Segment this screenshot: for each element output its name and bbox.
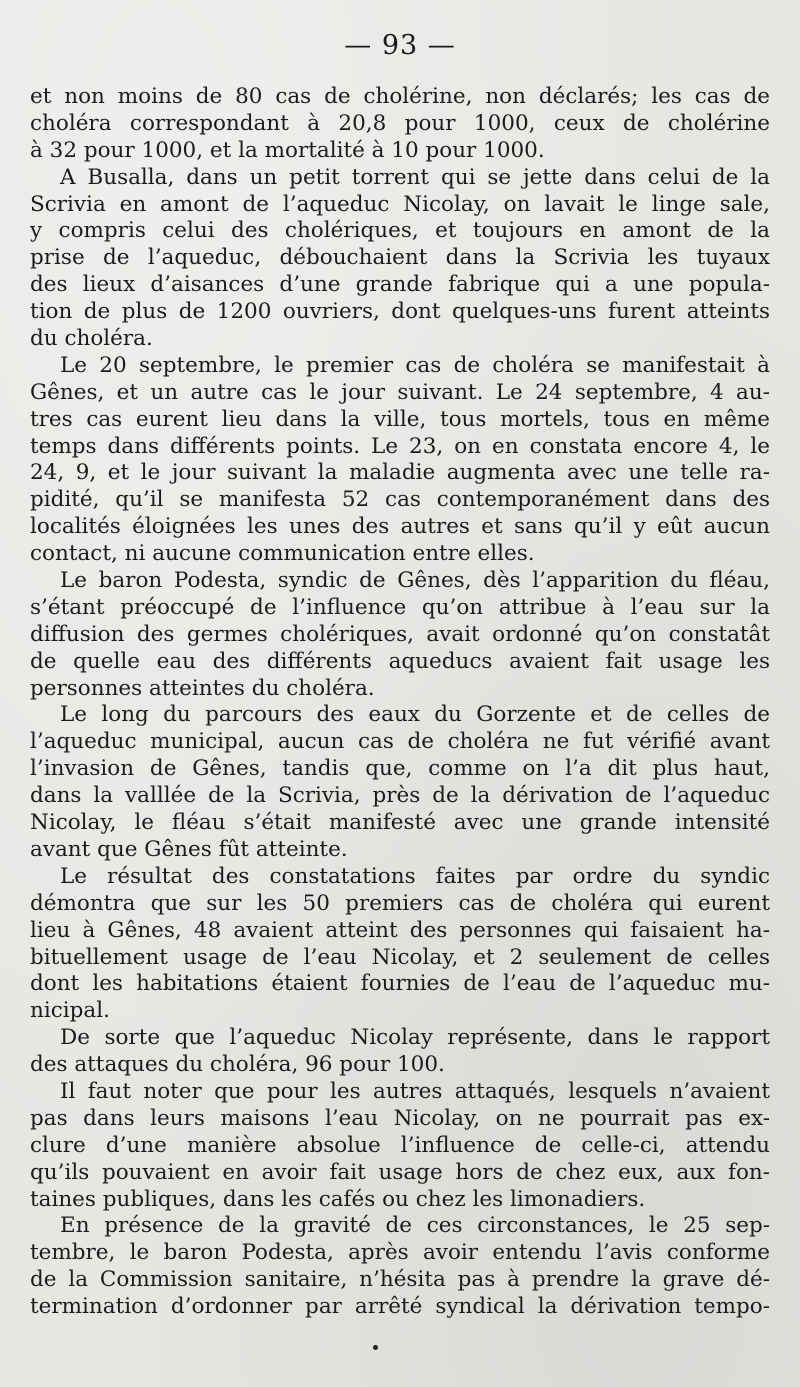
text-line: y compris celui des cholériques, et toujours en amont de la <box>30 218 770 244</box>
text-line: choléra correspondant à 20,8 pour 1000, ceux de cholérine <box>30 110 770 136</box>
text-line: de quelle eau des différents aqueducs avaient fait usage les <box>30 648 770 674</box>
text-line: s’étant préoccupé de l’influence qu’on attribue à l’eau sur la <box>30 594 770 620</box>
text-line: Le baron Podesta, syndic de Gênes, dès l’apparition du fléau, <box>60 568 770 594</box>
text-line: temps dans différents points. Le 23, on en constata encore 4, le <box>30 433 770 459</box>
text-line: pidité, qu’il se manifesta 52 cas contemporanément dans des <box>30 487 770 513</box>
text-line: personnes atteintes du choléra. <box>30 675 375 701</box>
text-line: tres cas eurent lieu dans la ville, tous mortels, tous en même <box>30 406 770 432</box>
text-line: localités éloignées les unes des autres et sans qu’il y eût aucun <box>30 514 770 540</box>
text-line: A Busalla, dans un petit torrent qui se jette dans celui de la <box>60 164 770 190</box>
text-line: l’aqueduc municipal, aucun cas de choléra ne fut vérifié avant <box>30 729 770 755</box>
text-line: contact, ni aucune communication entre elles. <box>30 541 535 567</box>
text-line: dans la valllée de la Scrivia, près de la dérivation de l’aqueduc <box>30 783 770 809</box>
page-number: — 93 — <box>344 30 456 61</box>
text-line: pas dans leurs maisons l’eau Nicolay, on ne pourrait pas ex- <box>30 1105 770 1131</box>
ink-speck <box>373 1345 378 1350</box>
text-line: clure d’une manière absolue l’influence de celle-ci, attendu <box>30 1132 770 1158</box>
text-line: termination d’ordonner par arrêté syndical la dérivation tempo- <box>30 1294 770 1320</box>
text-line: Gênes, et un autre cas le jour suivant. Le 24 septembre, 4 au- <box>30 379 770 405</box>
text-line: taines publiques, dans les cafés ou chez les limonadiers. <box>30 1186 646 1212</box>
text-line: De sorte que l’aqueduc Nicolay représente, dans le rapport <box>60 1025 770 1051</box>
text-line: Le long du parcours des eaux du Gorzente et de celles de <box>60 702 770 728</box>
text-line: qu’ils pouvaient en avoir fait usage hors de chez eux, aux fon- <box>30 1159 770 1185</box>
text-line: du choléra. <box>30 326 153 352</box>
text-line: tembre, le baron Podesta, après avoir entendu l’avis conforme <box>30 1240 770 1266</box>
text-line: prise de l’aqueduc, débouchaient dans la Scrivia les tuyaux <box>30 245 770 271</box>
text-line: 24, 9, et le jour suivant la maladie augmenta avec une telle ra- <box>30 460 770 486</box>
text-line: En présence de la gravité de ces circonstances, le 25 sep- <box>60 1213 770 1239</box>
text-line: de la Commission sanitaire, n’hésita pas à prendre la grave dé- <box>30 1267 770 1293</box>
text-line: Nicolay, le fléau s’était manifesté avec une grande intensité <box>30 810 770 836</box>
text-line: démontra que sur les 50 premiers cas de choléra qui eurent <box>30 890 770 916</box>
body-text <box>30 84 770 1321</box>
text-line: Le 20 septembre, le premier cas de choléra se manifestait à <box>60 352 770 378</box>
text-line: diffusion des germes cholériques, avait ordonné qu’on constatât <box>30 621 770 647</box>
text-line: l’invasion de Gênes, tandis que, comme on l’a dit plus haut, <box>30 756 770 782</box>
text-line: des attaques du choléra, 96 pour 100. <box>30 1052 445 1078</box>
text-line: et non moins de 80 cas de cholérine, non déclarés; les cas de <box>30 84 770 109</box>
text-line: dont les habitations étaient fournies de l’eau de l’aqueduc mu- <box>30 971 770 997</box>
text-line: lieu à Gênes, 48 avaient atteint des personnes qui faisaient ha- <box>30 917 770 943</box>
text-line: tion de plus de 1200 ouvriers, dont quelques-uns furent atteints <box>30 299 770 325</box>
text-line: bituellement usage de l’eau Nicolay, et 2 seulement de celles <box>30 944 770 970</box>
text-line: à 32 pour 1000, et la mortalité à 10 pour 1000. <box>30 137 545 163</box>
text-line: nicipal. <box>30 998 110 1024</box>
text-line: Il faut noter que pour les autres attaqués, lesquels n’avaient <box>60 1078 770 1104</box>
text-line: Le résultat des constatations faites par ordre du syndic <box>60 863 770 889</box>
text-line: Scrivia en amont de l’aqueduc Nicolay, on lavait le linge sale, <box>30 191 770 217</box>
text-line: des lieux d’aisances d’une grande fabrique qui a une popula- <box>30 272 770 298</box>
text-line: avant que Gênes fût atteinte. <box>30 836 348 862</box>
